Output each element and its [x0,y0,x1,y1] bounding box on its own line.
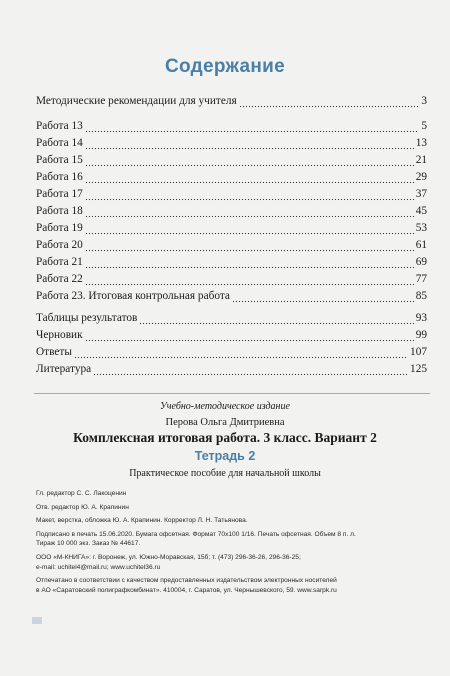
toc-entry [36,311,427,325]
decorative-marker [32,617,42,624]
toc-entry-label: Черновик [36,329,83,341]
toc-entry-label: Литература [36,363,92,375]
publication-credits [36,489,436,595]
toc-dot-leader [85,277,414,286]
toc-entry-label: Работа 17 [36,188,83,200]
toc-entry [36,94,427,108]
toc-entry [36,170,427,184]
toc-entry [36,345,427,359]
toc-entry-page: 85 [415,290,427,302]
toc-entry-page: 5 [421,120,427,132]
print-signed-info: Подписано в печать 15.06.2020. Бумага офсетная. Формат 70х100 1/16. Печать офсетная. Объем 8 п. л. [36,530,356,538]
book-title: Комплексная итоговая работа. 3 класс. Вариант 2 [73,430,377,445]
toc-entry-label: Работа 14 [36,137,83,149]
toc-entry [36,204,427,218]
toc-dot-leader [85,209,414,218]
toc-entry [36,289,427,303]
toc-entry-label: Работа 16 [36,171,83,183]
toc-entry-page: 29 [415,171,427,183]
toc-entry-page: 21 [415,154,427,166]
toc-entry-page: 61 [415,239,427,251]
toc-dot-leader [85,333,414,342]
toc-dot-leader [85,158,414,167]
toc-entry [36,221,427,235]
toc-dot-leader [85,226,414,235]
toc-entry [36,328,427,342]
page-title: Содержание [164,56,286,77]
toc-entry-label: Работа 19 [36,222,83,234]
toc-entry-page: 3 [421,95,427,107]
publisher-address: ООО «М-КНИГА»: г. Воронеж, ул. Южно-Моравская, 15б; т. (473) 296-36-26, 296-36-25; [36,553,301,561]
toc-entry-label: Работа 22 [36,273,83,285]
toc-entry [36,119,427,133]
toc-entry-page: 93 [415,312,427,324]
toc-entry-page: 125 [410,363,427,375]
toc-entry-label: Ответы [36,346,72,358]
toc-dot-leader [93,367,408,376]
chief-editor: Гл. редактор С. С. Лакоценин [36,490,127,497]
toc-dot-leader [85,192,414,201]
author-name: Перова Ольга Дмитриевна [165,417,285,428]
printer-info-line-1: Отпечатано в соответствии с качеством предоставленных издательством электронных носителей [36,577,337,585]
toc-entry-label: Работа 20 [36,239,83,251]
notebook-number: Тетрадь 2 [194,449,256,463]
toc-dot-leader [239,99,420,108]
toc-entry-page: 45 [415,205,427,217]
toc-entry [36,136,427,150]
section-divider [34,393,430,394]
toc-entry [36,238,427,252]
toc-entry-page: 99 [415,329,427,341]
toc-entry-page: 13 [415,137,427,149]
toc-entry-page: 69 [415,256,427,268]
edition-type: Учебно-методическое издание [160,401,290,412]
toc-dot-leader [74,350,408,359]
toc-entry-page: 107 [410,346,427,358]
publisher-email: e-mail: uchitel4@mail.ru; www.uchitel36.ru [36,563,161,571]
toc-dot-leader [232,294,414,303]
toc-entry [36,362,427,376]
toc-entry [36,272,427,286]
book-purpose: Практическое пособие для начальной школы [129,468,321,479]
toc-entry-label: Методические рекомендации для учителя [36,95,237,107]
toc-dot-leader [85,260,414,269]
printer-info-line-2: в АО «Саратовский полиграфкомбинат». 410004, г. Саратов, ул. Чернышевского, 59. www.sarpk.ru [36,586,337,594]
toc-entry-page: 37 [415,188,427,200]
toc-entry [36,187,427,201]
toc-entry [36,255,427,269]
toc-entry-label: Работа 18 [36,205,83,217]
toc-entry-label: Работа 13 [36,120,83,132]
toc-dot-leader [85,175,414,184]
toc-dot-leader [85,243,414,252]
toc-dot-leader [139,316,413,325]
print-run-info: Тираж 10 000 экз. Заказ № 44617. [36,540,141,548]
toc-entry [36,153,427,167]
toc-entry-label: Работа 21 [36,256,83,268]
toc-entry-label: Работа 15 [36,154,83,166]
toc-entry-page: 77 [415,273,427,285]
layout-credits: Макет, верстка, обложка Ю. А. Крапинин. Корректор Л. Н. Татьянова. [36,517,248,525]
toc-dot-leader [85,141,414,150]
toc-entry-page: 53 [415,222,427,234]
toc-entry-label: Работа 23. Итоговая контрольная работа [36,290,230,302]
responsible-editor: Отв. редактор Ю. А. Крапинин [36,503,129,511]
toc-dot-leader [85,124,420,133]
toc-entry-label: Таблицы результатов [36,312,138,324]
